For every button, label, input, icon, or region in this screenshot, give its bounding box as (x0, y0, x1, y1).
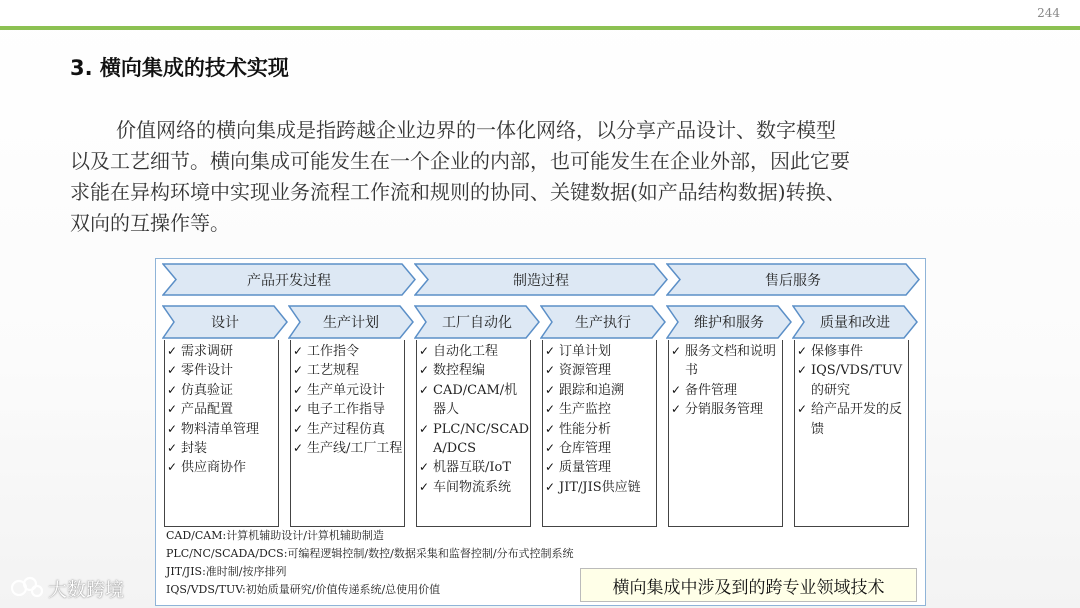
checkmark-icon: ✓ (545, 344, 556, 358)
module-item-text: 生产过程仿真 (307, 421, 386, 437)
watermark (10, 574, 124, 602)
module-item-text: 机器互联/IoT (433, 460, 512, 476)
module-item-text: 资源管理 (559, 363, 612, 379)
paragraph-line: 以及工艺细节。横向集成可能发生在一个企业的内部，也可能发生在企业外部，因此它要 (70, 149, 850, 173)
module-item-text: 仿真验证 (181, 382, 234, 398)
checkmark-icon: ✓ (671, 382, 682, 397)
module-item-text: 跟踪和追溯 (559, 382, 625, 398)
module-column (164, 305, 277, 527)
paragraph-line: 求能在异构环境中实现业务流程工作流和规则的协同、关键数据(如产品结构数据)转换、 (70, 180, 846, 204)
checkmark-icon: ✓ (167, 421, 178, 436)
phase-chevron (666, 263, 920, 296)
checkmark-icon: ✓ (545, 363, 556, 378)
module-item-list (164, 340, 279, 527)
module-title: 生产执行 (575, 315, 631, 331)
checkmark-icon: ✓ (167, 363, 178, 378)
checkmark-icon: ✓ (167, 382, 178, 397)
module-item (545, 458, 656, 477)
module-item-text: CAD/CAM/机器人 (433, 382, 518, 418)
module-item-text: 质量管理 (559, 460, 612, 476)
module-item-list (542, 340, 657, 527)
module-item-text: 工作指令 (307, 344, 360, 359)
paragraph-line: 价值网络的横向集成是指跨越企业边界的一体化网络，以分享产品设计、数字模型 (116, 118, 836, 142)
checkmark-icon: ✓ (293, 402, 304, 417)
legend-line: JIT/JIS:准时制/按序排列 (166, 565, 287, 578)
checkmark-icon: ✓ (167, 344, 178, 358)
module-item-text: 保修事件 (811, 344, 864, 359)
module-item (671, 381, 782, 400)
module-title: 质量和改进 (820, 315, 890, 331)
checkmark-icon: ✓ (167, 441, 178, 456)
checkmark-icon: ✓ (293, 441, 304, 456)
module-item-text: 自动化工程 (433, 344, 499, 359)
module-item-text: 生产监控 (559, 402, 612, 418)
module-item (167, 400, 278, 419)
module-item-text: 给产品开发的反馈 (811, 402, 903, 437)
module-header (162, 305, 288, 339)
checkmark-icon: ✓ (293, 363, 304, 378)
module-item-text: 数控程编 (433, 363, 486, 379)
module-item (797, 342, 908, 361)
module-item (167, 458, 278, 477)
module-item-text: PLC/NC/SCADA/DCS (433, 421, 530, 457)
module-item (293, 420, 404, 439)
module-title: 设计 (211, 315, 239, 331)
checkmark-icon: ✓ (293, 344, 304, 358)
module-item-text: 需求调研 (181, 344, 234, 359)
module-item (293, 439, 404, 458)
module-item (671, 400, 782, 419)
module-item (167, 420, 278, 439)
module-item (167, 342, 278, 361)
module-column (668, 305, 781, 527)
diagram-caption: 横向集成中涉及到的跨专业领域技术 (580, 568, 917, 602)
module-title: 工厂自动化 (442, 315, 512, 331)
checkmark-icon: ✓ (419, 421, 430, 436)
module-item (545, 478, 656, 497)
checkmark-icon: ✓ (797, 344, 808, 358)
module-item (671, 342, 782, 381)
module-item (419, 420, 530, 459)
phase-label: 产品开发过程 (247, 272, 331, 289)
checkmark-icon: ✓ (419, 479, 430, 494)
checkmark-icon: ✓ (797, 363, 808, 378)
module-item-text: 生产线/工厂工程 (307, 441, 403, 457)
module-item (419, 342, 530, 361)
module-item (293, 361, 404, 380)
checkmark-icon: ✓ (545, 441, 556, 456)
module-item (167, 381, 278, 400)
module-header (666, 305, 792, 339)
checkmark-icon: ✓ (797, 402, 808, 417)
page-number: 244 (1037, 6, 1060, 20)
legend-line: PLC/NC/SCADA/DCS:可编程逻辑控制/数控/数据采集和监督控制/分布式控制系统 (166, 547, 574, 560)
module-item-text: 工艺规程 (307, 363, 360, 379)
module-item-text: 性能分析 (559, 421, 612, 437)
checkmark-icon: ✓ (545, 479, 556, 494)
module-item (419, 478, 530, 497)
module-item (545, 381, 656, 400)
module-item-text: 产品配置 (181, 402, 234, 418)
module-item-list (290, 340, 405, 527)
phase-label: 制造过程 (513, 272, 569, 289)
module-item-text: 仓库管理 (559, 441, 612, 457)
module-item (545, 342, 656, 361)
module-item (545, 400, 656, 419)
checkmark-icon: ✓ (671, 344, 682, 358)
module-item (419, 381, 530, 420)
checkmark-icon: ✓ (293, 421, 304, 436)
phase-chevron (162, 263, 416, 296)
module-item (545, 361, 656, 380)
module-item (293, 381, 404, 400)
module-header (288, 305, 414, 339)
module-title: 维护和服务 (694, 315, 764, 331)
module-item-text: 车间物流系统 (433, 479, 512, 495)
checkmark-icon: ✓ (419, 460, 430, 475)
module-item (545, 420, 656, 439)
body-paragraph (70, 115, 1015, 239)
module-title: 生产计划 (323, 315, 379, 331)
checkmark-icon: ✓ (545, 421, 556, 436)
module-item-text: IQS/VDS/TUV的研究 (811, 363, 903, 398)
module-item (293, 342, 404, 361)
module-item-text: 供应商协作 (181, 460, 247, 476)
module-header (414, 305, 540, 339)
module-item-text: 生产单元设计 (307, 382, 386, 398)
module-header (540, 305, 666, 339)
module-item (167, 439, 278, 458)
module-item-text: 电子工作指导 (307, 402, 386, 418)
checkmark-icon: ✓ (545, 402, 556, 417)
watermark-logo-icon (10, 574, 44, 602)
checkmark-icon: ✓ (293, 382, 304, 397)
legend-line: IQS/VDS/TUV:初始质量研究/价值传递系统/总使用价值 (166, 583, 441, 596)
phase-label: 售后服务 (765, 272, 821, 289)
top-rule (0, 26, 1080, 30)
module-header (792, 305, 918, 339)
module-item (545, 439, 656, 458)
watermark-text: 大数跨境 (48, 578, 125, 601)
checkmark-icon: ✓ (545, 382, 556, 397)
module-item (419, 458, 530, 477)
checkmark-icon: ✓ (167, 460, 178, 475)
module-item-text: 备件管理 (685, 382, 738, 398)
module-item (293, 400, 404, 419)
checkmark-icon: ✓ (545, 460, 556, 475)
checkmark-icon: ✓ (419, 344, 430, 358)
phase-chevron (414, 263, 668, 296)
module-column (416, 305, 529, 527)
checkmark-icon: ✓ (419, 363, 430, 378)
module-column (794, 305, 907, 527)
checkmark-icon: ✓ (419, 382, 430, 397)
module-item-text: 零件设计 (181, 363, 234, 379)
abbreviation-legend (166, 527, 574, 599)
legend-line: CAD/CAM:计算机辅助设计/计算机辅助制造 (166, 529, 384, 542)
module-item (797, 400, 908, 439)
module-column (290, 305, 403, 527)
module-item-text: 封装 (181, 441, 208, 457)
checkmark-icon: ✓ (671, 402, 682, 417)
module-item (797, 361, 908, 400)
integration-diagram (155, 258, 926, 606)
module-item (419, 361, 530, 380)
paragraph-line: 双向的互操作等。 (70, 211, 230, 235)
module-item-text: JIT/JIS供应链 (559, 479, 641, 495)
module-item (167, 361, 278, 380)
section-heading: 3. 横向集成的技术实现 (70, 56, 289, 80)
module-item-text: 物料清单管理 (181, 421, 260, 437)
module-item-list (668, 340, 783, 527)
module-item-text: 服务文档和说明书 (685, 344, 777, 379)
module-item-list (416, 340, 531, 527)
module-item-text: 订单计划 (559, 344, 612, 359)
module-item-list (794, 340, 909, 527)
module-column (542, 305, 655, 527)
checkmark-icon: ✓ (167, 402, 178, 417)
module-item-text: 分销服务管理 (685, 402, 764, 418)
